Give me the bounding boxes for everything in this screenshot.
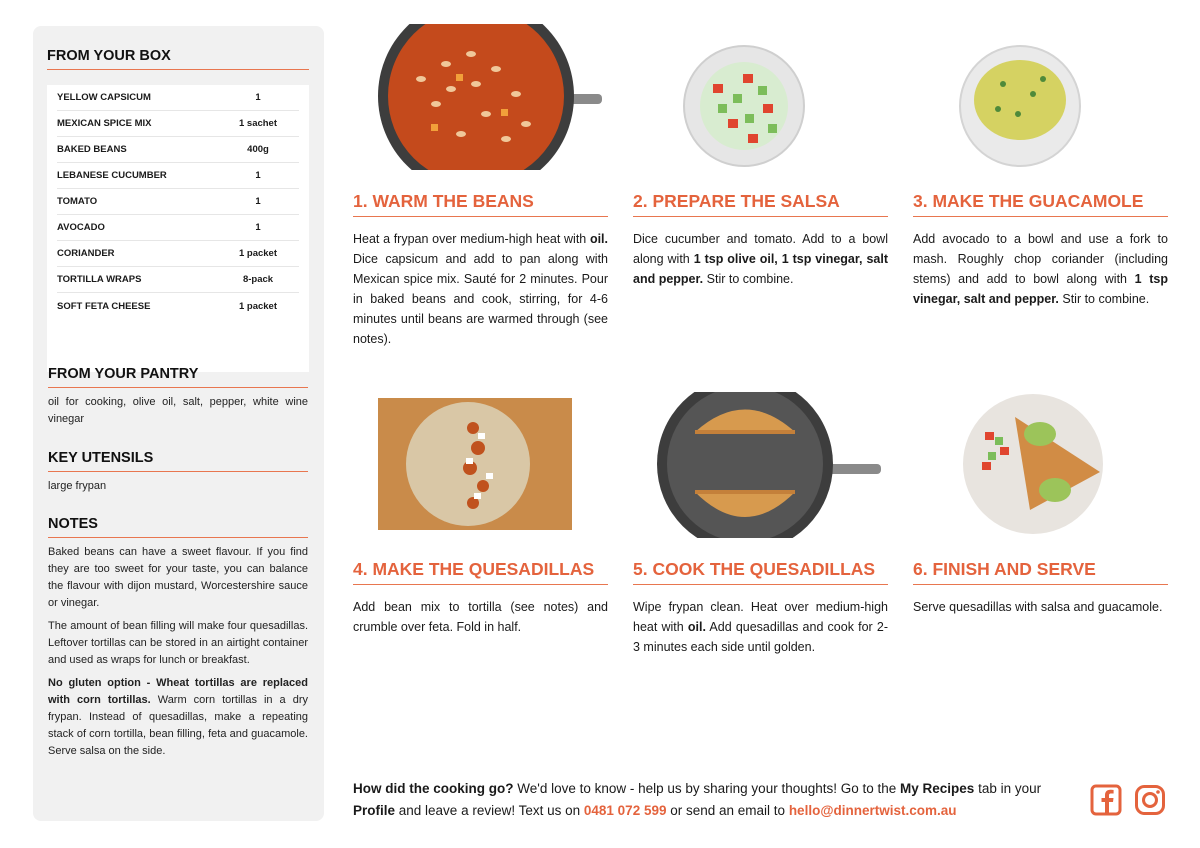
table-row (57, 215, 299, 241)
step-5 (633, 559, 888, 657)
step-title: 2. PREPARE THE SALSA (633, 191, 888, 217)
ingredient-qty: 1 (255, 170, 261, 181)
ingredient-qty: 1 (255, 196, 261, 207)
ingredient-name: BAKED BEANS (57, 144, 127, 155)
box-title: FROM YOUR BOX (47, 48, 309, 70)
ingredient-qty: 400g (247, 144, 269, 155)
footer-question: How did the cooking go? (353, 781, 514, 796)
step-text-bold: 1 tsp olive oil, 1 tsp vinegar, salt and pepper. (633, 252, 889, 286)
step-3 (913, 191, 1168, 309)
table-row (57, 241, 299, 267)
pantry-section (48, 366, 308, 428)
ingredients-table (47, 85, 309, 372)
ingredient-name: CORIANDER (57, 248, 115, 259)
step-text-part: Add avocado to a bowl and use a fork to mash. Roughly chop coriander (including stems) and add to bowl along with (913, 232, 1168, 286)
ingredient-qty: 1 (255, 222, 261, 233)
footer-text: We'd love to know - help us by sharing your thoughts! Go to the (513, 781, 901, 796)
facebook-icon[interactable] (1090, 784, 1122, 816)
guacamole-bowl-image (958, 24, 1082, 170)
ingredient-name: MEXICAN SPICE MIX (57, 118, 152, 129)
note-3-bold: No gluten option - Wheat tortillas are replaced with corn tortillas. (48, 677, 308, 706)
step-text-part: Wipe frypan clean. Heat over medium-high heat with (633, 600, 888, 634)
ingredient-qty: 8-pack (242, 274, 274, 285)
email-link[interactable]: hello@dinnertwist.com.au (788, 803, 957, 818)
phone-link[interactable]: 0481 072 599 (583, 803, 667, 818)
step-text (913, 597, 1168, 617)
salsa-bowl-image (683, 24, 805, 170)
feedback-footer (353, 778, 1083, 822)
table-row (57, 85, 299, 111)
step-text-part: Add bean mix to tortilla (see notes) and crumble over feta. Fold in half. (353, 600, 608, 634)
step-2 (633, 191, 888, 289)
table-row (57, 189, 299, 215)
utensils-title: KEY UTENSILS (48, 450, 308, 472)
ingredient-name: TOMATO (57, 196, 98, 207)
footer-text: or send an email to (666, 803, 789, 818)
profile-link[interactable]: Profile (353, 803, 396, 818)
footer-text: tab in your (974, 781, 1042, 796)
step-text-bold: oil. (687, 620, 706, 634)
step-text-part: Serve quesadillas with salsa and guacamole. (913, 600, 1163, 614)
step-text (913, 229, 1168, 309)
pantry-text: oil for cooking, olive oil, salt, pepper, white wine vinegar (48, 396, 308, 425)
step-title: 3. MAKE THE GUACAMOLE (913, 191, 1168, 217)
step-text (633, 597, 888, 657)
sidebar (33, 26, 324, 821)
utensils-section (48, 450, 308, 495)
table-row (57, 111, 299, 137)
ingredient-qty: 1 (255, 92, 261, 103)
step-text-part: Dice cucumber and tomato. Add to a bowl along with (633, 232, 888, 266)
step-text-part: Dice capsicum and add to pan along with Mexican spice mix. Sauté for 2 minutes. Pour in baked beans and cook, stirring, for 4-6 minutes until beans are warmed through (see notes). (353, 252, 608, 346)
quesadillas-pan-image (655, 392, 881, 538)
ingredient-name: YELLOW CAPSICUM (57, 92, 151, 103)
footer-text: and leave a review! Text us on (395, 803, 584, 818)
table-row (57, 163, 299, 189)
served-plate-image (960, 392, 1110, 538)
step-text-bold: oil. (589, 232, 608, 246)
step-text (353, 597, 608, 637)
step-text-part: Stir to combine. (1058, 292, 1150, 306)
ingredient-name: TORTILLA WRAPS (57, 274, 142, 285)
step-text (353, 229, 608, 349)
step-text (633, 229, 888, 289)
step-text-part: Heat a frypan over medium-high heat with (353, 232, 590, 246)
step-text-part: Stir to combine. (703, 272, 794, 286)
note-1: Baked beans can have a sweet flavour. If you find they are too sweet for your taste, you can balance the flavour with dijon mustard, Worcestershire sauce or vinegar. (48, 546, 308, 609)
instagram-icon[interactable] (1134, 784, 1166, 816)
step-text-bold: 1 tsp vinegar, salt and pepper. (913, 272, 1168, 306)
table-row (57, 267, 299, 293)
note-3-rest: Warm corn tortillas in a dry frypan. Instead of quesadillas, make a repeating stack of corn tortilla, bean filling, feta and guacamole. Serve salsa on the side. (48, 694, 308, 757)
step-text-part: Add quesadillas and cook for 2-3 minutes each side until golden. (633, 620, 888, 654)
step-title: 6. FINISH AND SERVE (913, 559, 1168, 585)
ingredient-qty: 1 packet (238, 248, 278, 259)
ingredient-name: SOFT FETA CHEESE (57, 300, 151, 312)
step-title: 5. COOK THE QUESADILLAS (633, 559, 888, 585)
tortilla-board-image (378, 398, 572, 530)
ingredient-name: LEBANESE CUCUMBER (57, 170, 167, 181)
notes-title: NOTES (48, 516, 308, 538)
table-row (57, 293, 299, 319)
my-recipes-link[interactable]: My Recipes (900, 781, 975, 796)
notes-section (48, 516, 308, 766)
step-title: 1. WARM THE BEANS (353, 191, 608, 217)
ingredient-qty: 1 packet (238, 300, 278, 312)
ingredient-name: AVOCADO (57, 222, 105, 233)
step-4 (353, 559, 608, 637)
pantry-title: FROM YOUR PANTRY (48, 366, 308, 388)
beans-pan-image (376, 24, 602, 170)
utensils-text: large frypan (48, 480, 107, 492)
step-6 (913, 559, 1168, 617)
notes-text (48, 544, 308, 760)
note-3 (48, 675, 308, 760)
ingredient-qty: 1 sachet (238, 118, 278, 129)
note-2: The amount of bean filling will make four quesadillas. Leftover tortillas can be stored in an airtight container and used as wraps for lunch or breakfast. (48, 620, 308, 666)
step-title: 4. MAKE THE QUESADILLAS (353, 559, 608, 585)
table-row (57, 137, 299, 163)
step-1 (353, 191, 608, 349)
